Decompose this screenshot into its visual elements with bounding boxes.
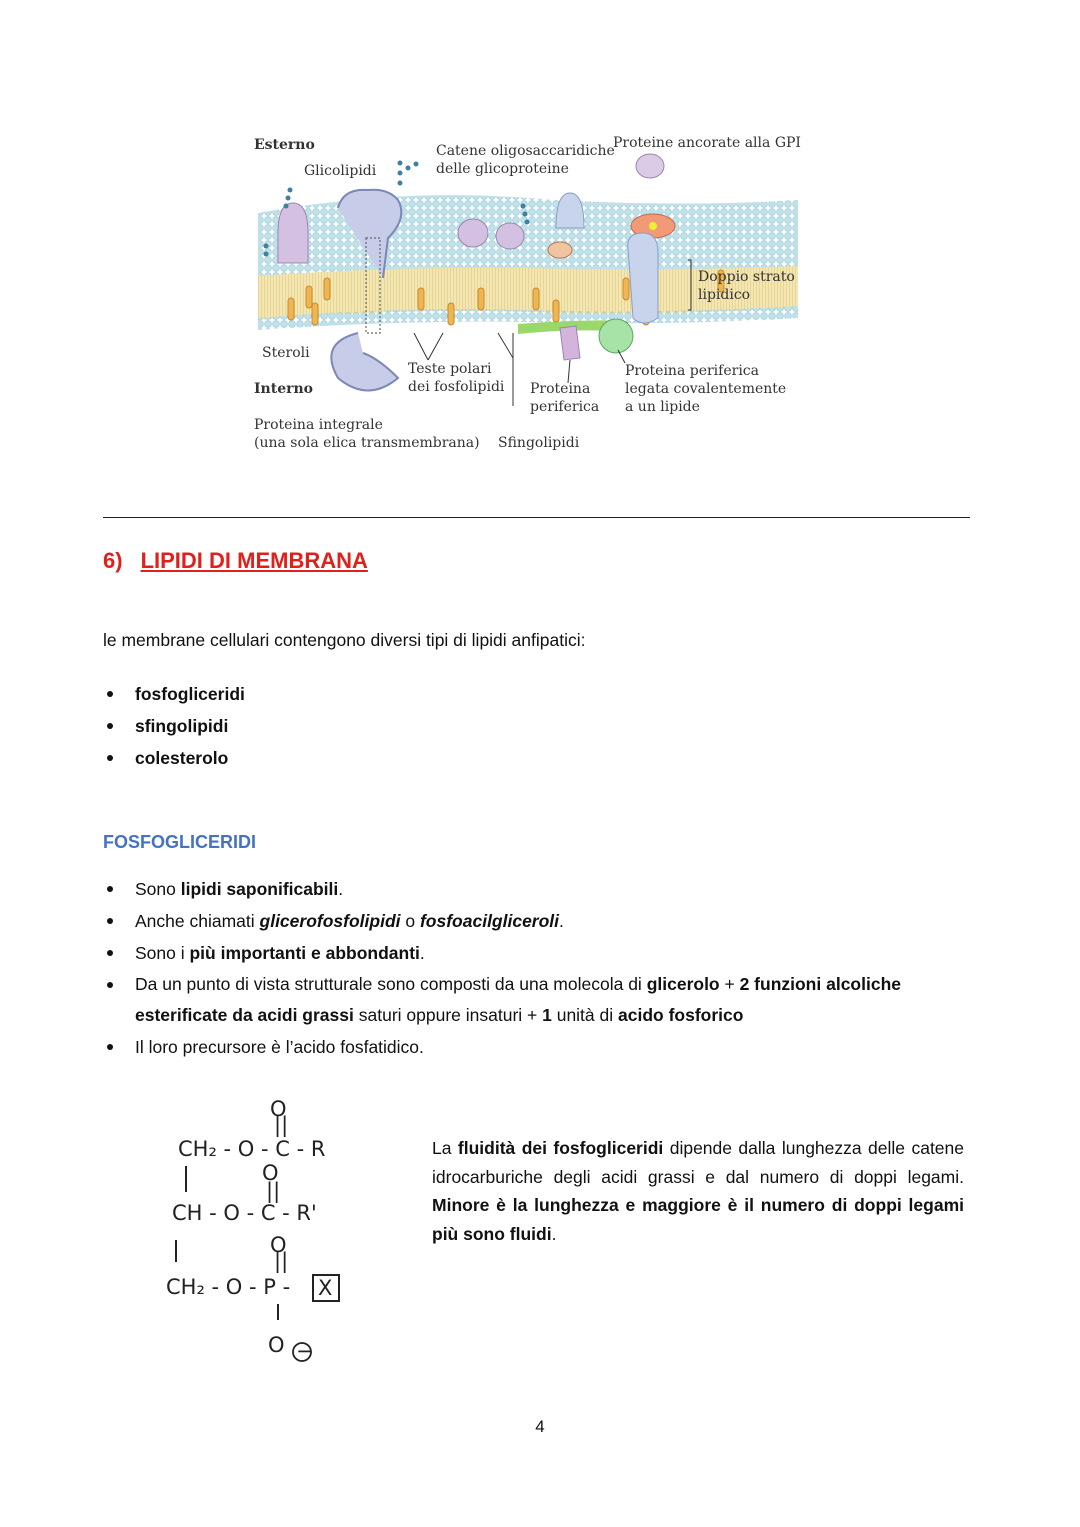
struct-row-1: CH₂ - O - C - R bbox=[178, 1137, 326, 1161]
phosphoglyceride-structure bbox=[150, 1090, 370, 1370]
label-lipid-linked-1: Proteina periferica bbox=[625, 363, 759, 379]
label-glycolipids: Glicolipidi bbox=[304, 163, 377, 179]
label-oligo-1: Catene oligosaccaridiche bbox=[436, 143, 615, 159]
label-peripheral-1: Proteina bbox=[530, 381, 591, 397]
svg-text:||: || bbox=[266, 1179, 281, 1203]
label-polar-2: dei fosfolipidi bbox=[408, 379, 505, 395]
svg-text:||: || bbox=[274, 1249, 289, 1273]
page-number: 4 bbox=[535, 1417, 545, 1436]
section-number: 6) bbox=[103, 548, 123, 573]
list-item: colesterolo bbox=[103, 742, 245, 774]
struct-row-3: CH₂ - O - P - bbox=[166, 1275, 291, 1299]
svg-text:||: || bbox=[274, 1113, 289, 1137]
integral-protein bbox=[331, 333, 398, 391]
list-item: Da un punto di vista strutturale sono composti da una molecola di glicerolo + 2 funzioni alcoliche esterificate da acidi grassi saturi oppure insaturi + 1 unità di acido fosforico bbox=[103, 969, 983, 1031]
label-polar-1: Teste polari bbox=[408, 361, 492, 377]
label-integral-2: (una sola elica transmembrana) bbox=[254, 435, 480, 451]
svg-text:O: O bbox=[268, 1333, 285, 1357]
protein bbox=[278, 203, 308, 263]
subheading-fosfogliceridi: FOSFOGLICERIDI bbox=[103, 832, 256, 852]
list-item: sfingolipidi bbox=[103, 710, 245, 742]
label-lipid-linked-2: legata covalentemente bbox=[625, 381, 787, 397]
svg-text:O: O bbox=[270, 1233, 287, 1257]
svg-text:−: − bbox=[296, 1339, 314, 1363]
list-item: Sono lipidi saponificabili. bbox=[103, 873, 983, 905]
section-heading bbox=[103, 548, 368, 574]
label-bilayer-2: lipidico bbox=[698, 287, 751, 303]
horizontal-divider bbox=[103, 517, 970, 518]
list-item: fosfogliceridi bbox=[103, 678, 245, 710]
fosfogliceridi-list bbox=[103, 873, 983, 1063]
svg-text:O: O bbox=[262, 1161, 279, 1185]
list-item: Sono i più importanti e abbondanti. bbox=[103, 937, 983, 969]
label-outside: Esterno bbox=[254, 137, 315, 153]
label-bilayer-1: Doppio strato bbox=[698, 269, 795, 285]
list-item: Il loro precursore è l’acido fosfatidico. bbox=[103, 1031, 983, 1063]
label-lipid-linked-3: a un lipide bbox=[625, 399, 700, 415]
label-oligo-2: delle glicoproteine bbox=[436, 161, 569, 177]
struct-row-2: CH - O - C - R' bbox=[172, 1201, 317, 1225]
label-inside: Interno bbox=[254, 381, 313, 397]
peripheral-protein bbox=[560, 326, 580, 360]
membrane-diagram bbox=[248, 128, 808, 468]
label-integral-1: Proteina integrale bbox=[254, 417, 383, 433]
label-gpi: Proteine ancorate alla GPI bbox=[613, 135, 801, 151]
struct-o: O bbox=[270, 1097, 287, 1121]
label-sterols: Steroli bbox=[262, 345, 310, 361]
section-title: LIPIDI DI MEMBRANA bbox=[140, 548, 368, 573]
intro-paragraph: le membrane cellulari contengono diversi tipi di lipidi anfipatici: bbox=[103, 630, 586, 650]
struct-x: X bbox=[318, 1276, 333, 1300]
label-sphingolipids: Sfingolipidi bbox=[498, 435, 580, 451]
lipid-types-list bbox=[103, 678, 245, 774]
fluidity-paragraph: La fluidità dei fosfogliceridi dipende dalla lunghezza delle catene idrocarburiche degli acidi grassi e dal numero di doppi legami. Minore è la lunghezza e maggiore è il numero di doppi legami più sono fluidi. bbox=[432, 1138, 965, 1244]
list-item: Anche chiamati glicerofosfolipidi o fosfoacilgliceroli. bbox=[103, 905, 983, 937]
peripheral-protein-lipid bbox=[599, 319, 633, 353]
label-peripheral-2: periferica bbox=[530, 399, 600, 415]
